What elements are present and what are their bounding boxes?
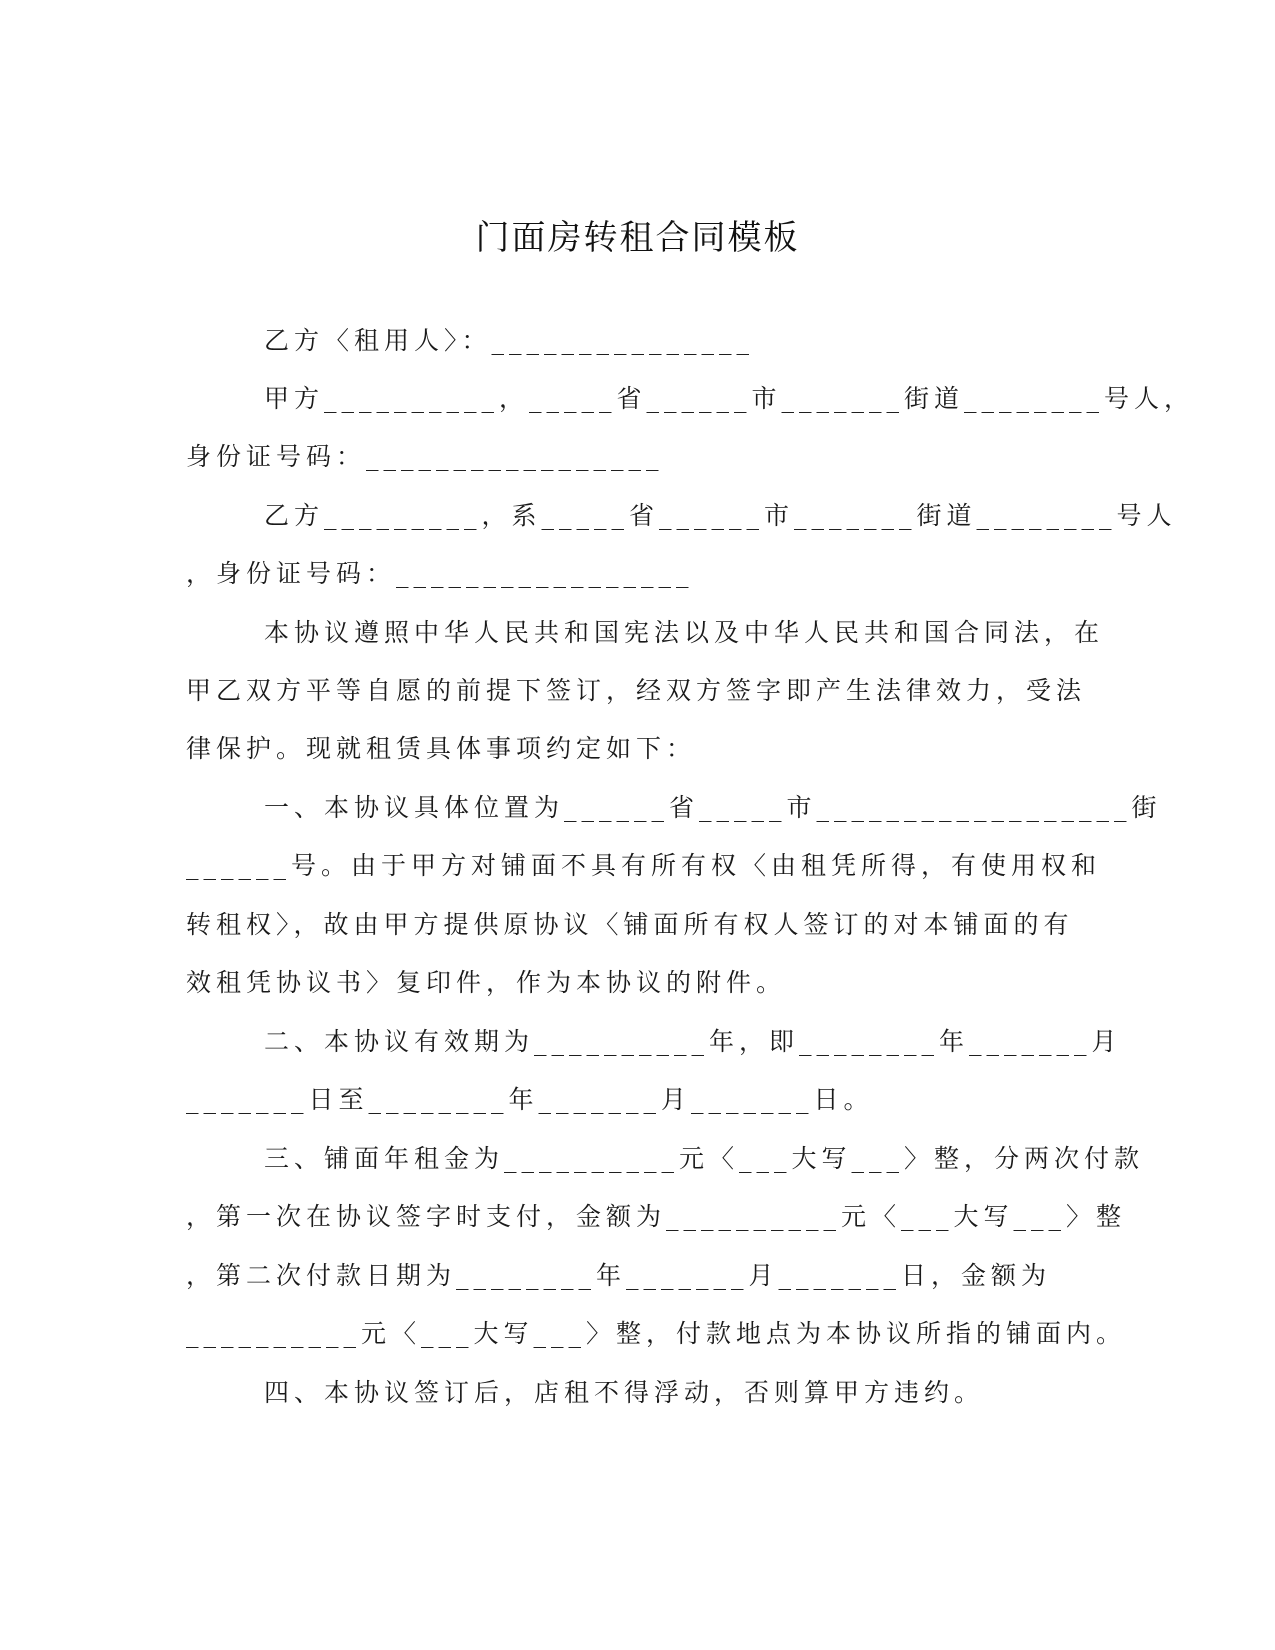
clause-1-line-3: 转租权〉，故由甲方提供原协议〈铺面所有权人签订的对本铺面的有 xyxy=(186,910,1074,939)
clause-3-line-4: __________元〈___大写___〉整，付款地点为本协议所指的铺面内。 xyxy=(186,1319,1127,1348)
clause-2-line-2: _______日至________年_______月_______日。 xyxy=(186,1085,874,1114)
clause-3-line-2: ，第一次在协议签字时支付，金额为__________元〈___大写___〉整 xyxy=(186,1202,1127,1231)
clause-1-line-1: 一、本协议具体位置为______省_____市__________________街 xyxy=(264,793,1162,822)
preamble-line-2: 甲乙双方平等自愿的前提下签订，经双方签字即产生法律效力，受法 xyxy=(186,676,1087,705)
party-a-id-line: 身份证号码：_________________ xyxy=(186,442,664,471)
preamble-line-1: 本协议遵照中华人民共和国宪法以及中华人民共和国合同法，在 xyxy=(264,618,1105,647)
clause-2-line-1: 二、本协议有效期为__________年，即________年_______月 xyxy=(264,1027,1122,1056)
clause-1-line-4: 效租凭协议书〉复印件，作为本协议的附件。 xyxy=(186,968,787,997)
clause-1-line-2: ______号。由于甲方对铺面不具有所有权〈由租凭所得，有使用权和 xyxy=(186,851,1102,880)
clause-3-line-3: ，第二次付款日期为________年_______月_______日，金额为 xyxy=(186,1261,1052,1290)
party-b-address-line: 乙方_________，系_____省______市_______街道________号人 xyxy=(264,501,1177,530)
party-a-address-line: 甲方__________，_____省______市_______街道________号人， xyxy=(264,384,1195,413)
party-b-id-line: ，身份证号码：_________________ xyxy=(186,559,694,588)
party-b-renter-line: 乙方〈租用人〉：_______________ xyxy=(264,326,755,355)
document-title: 门面房转租合同模板 xyxy=(475,218,800,258)
clause-3-line-1: 三、铺面年租金为__________元〈___大写___〉整，分两次付款 xyxy=(264,1144,1145,1173)
preamble-line-3: 律保护。现就租赁具体事项约定如下： xyxy=(186,734,697,763)
clause-4-line-1: 四、本协议签订后，店租不得浮动，否则算甲方违约。 xyxy=(264,1378,985,1407)
